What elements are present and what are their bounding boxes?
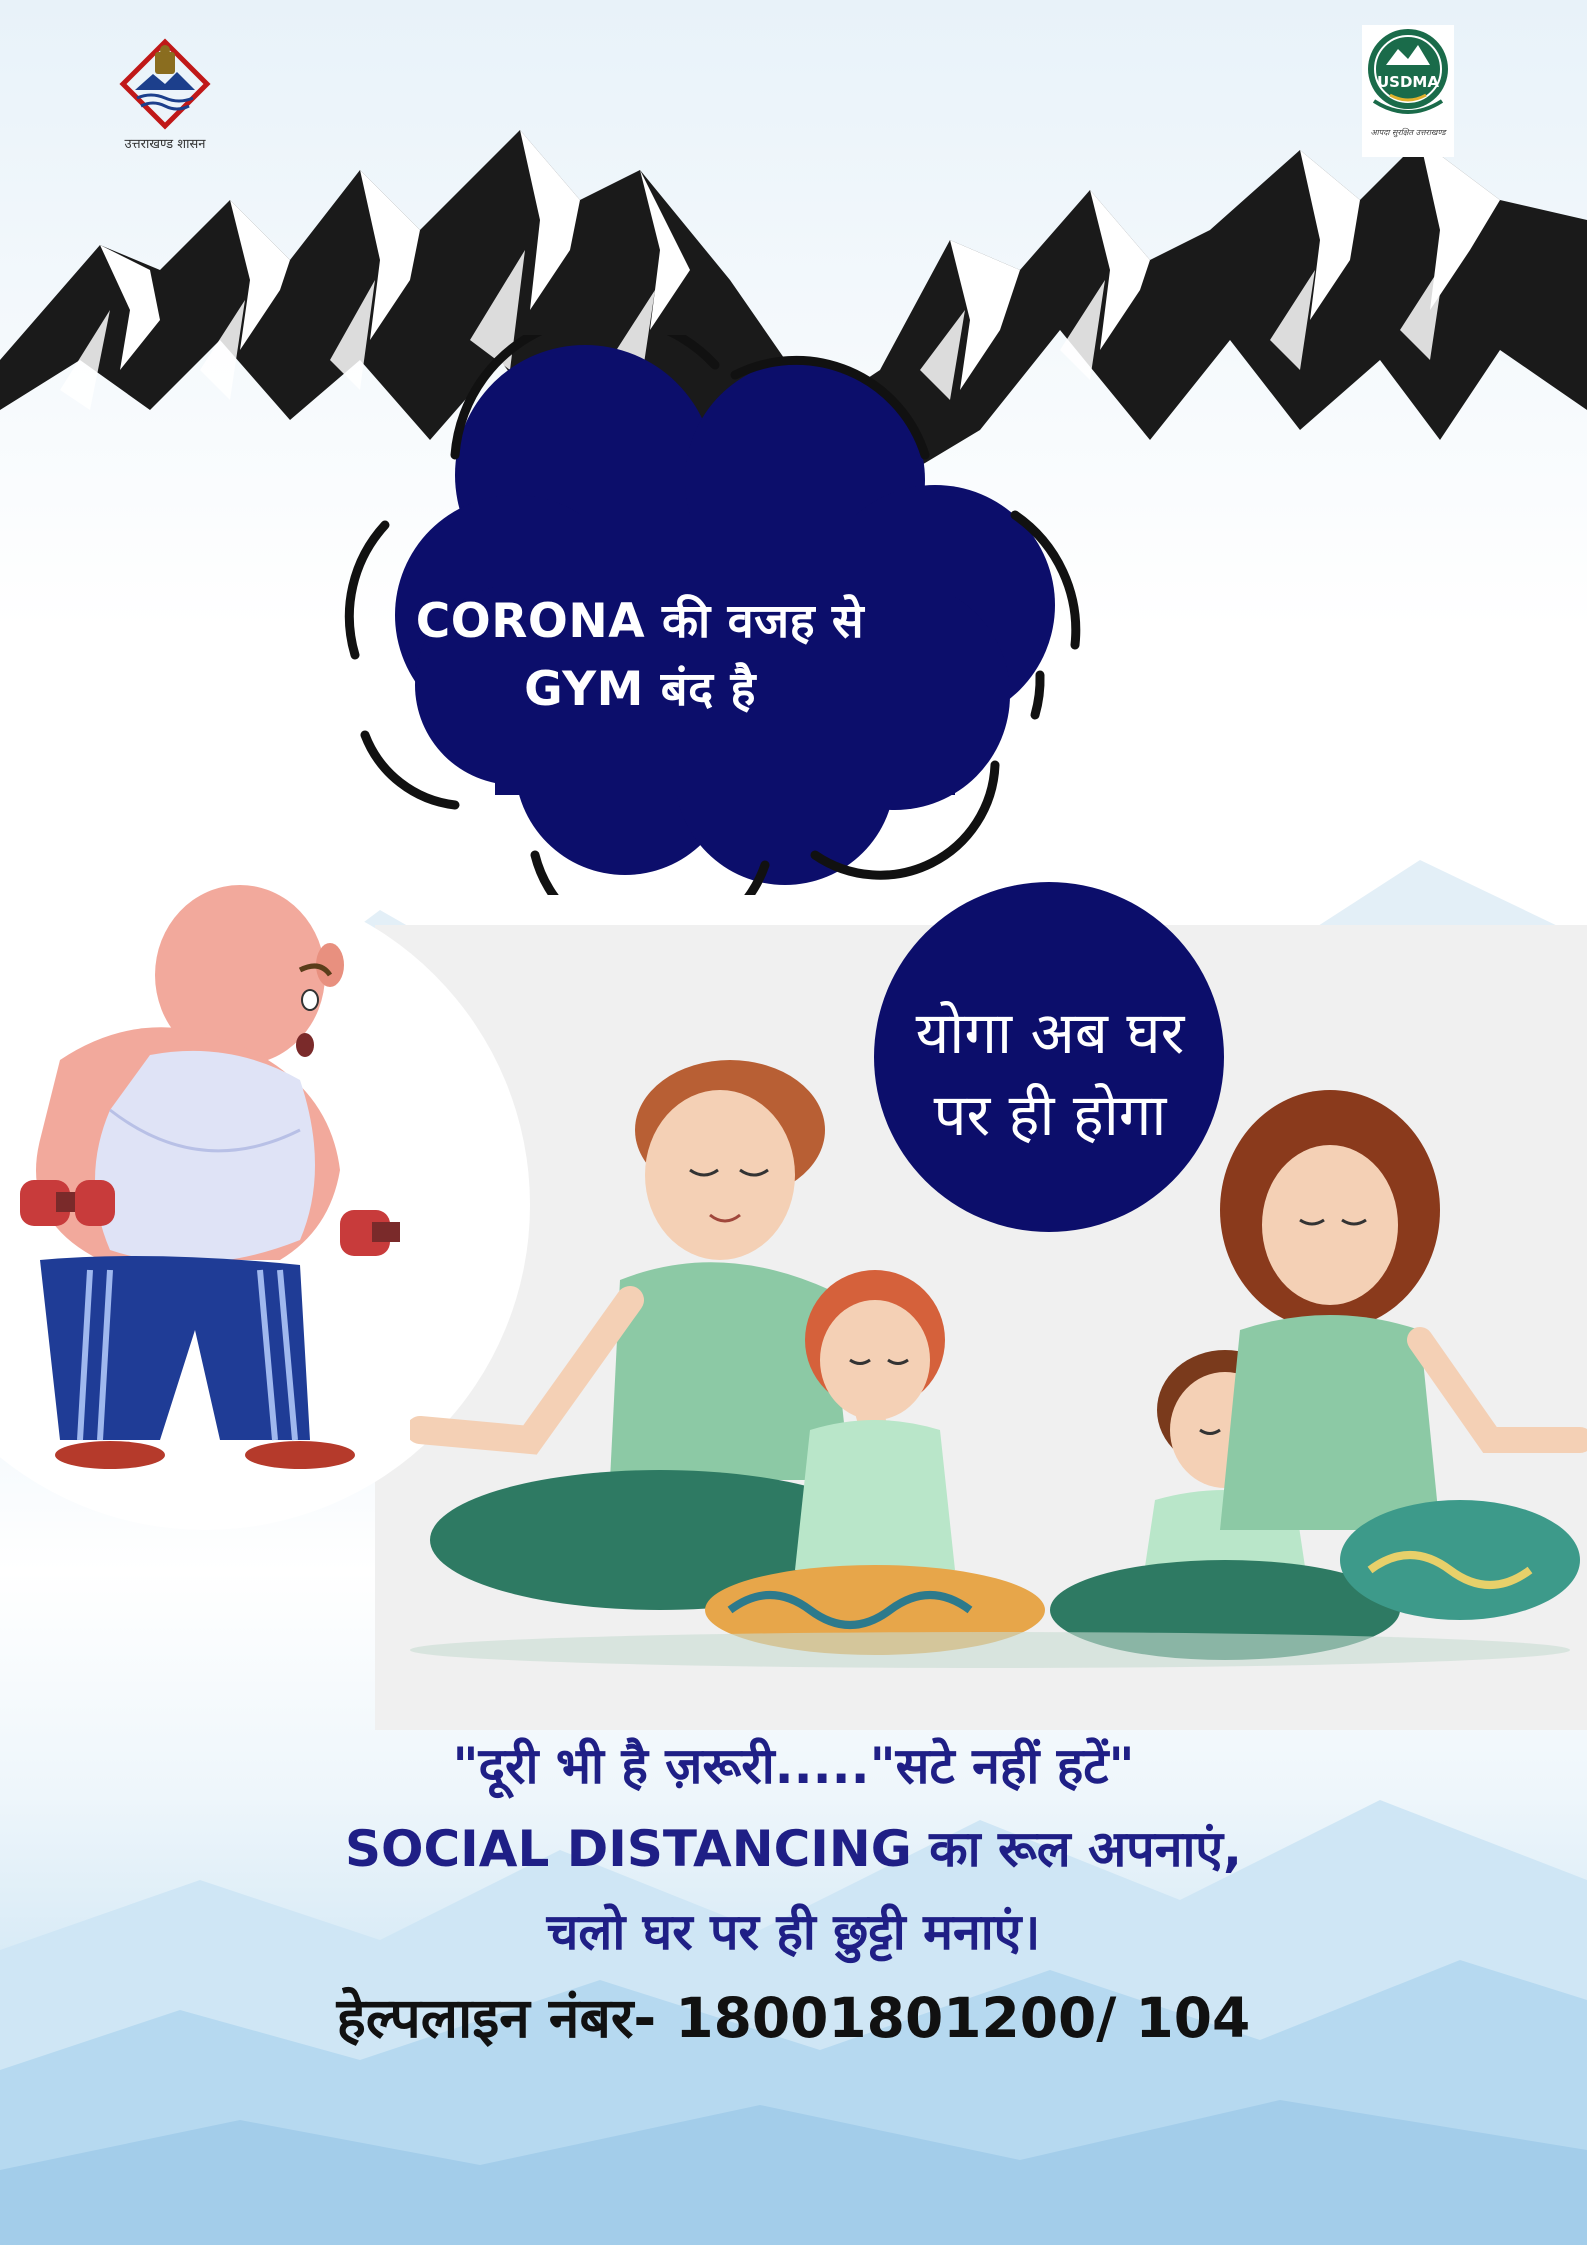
helpline-number: हेल्पलाइन नंबर- 18001801200/ 104: [336, 1986, 1251, 2050]
logo-caption: उत्तराखण्ड शासन: [124, 137, 206, 152]
gym-man-illustration: [0, 880, 400, 1500]
yoga-message-line2: पर ही होगा: [933, 1081, 1167, 1149]
slogan-line-1: "दूरी भी है ज़रूरी....."सटे नहीं हटें": [452, 1737, 1135, 1795]
cloud-message: [340, 588, 940, 724]
usdma-logo-icon: [1364, 25, 1452, 121]
uttarakhand-government-logo: [110, 38, 220, 158]
slogan-line-3: चलो घर पर ही छुट्टी मनाएं।: [546, 1903, 1041, 1961]
yoga-message-line1: योगा अब घर: [915, 999, 1185, 1067]
footer-slogan: [0, 1725, 1587, 2062]
usdma-logo: [1362, 25, 1454, 157]
family-yoga-illustration: [410, 1010, 1587, 1670]
cloud-message-line2: GYM बंद है: [524, 662, 756, 717]
cloud-message-line1: CORONA की वजह से: [415, 594, 865, 649]
uttarakhand-government-emblem-icon: [115, 38, 215, 130]
logo-tagline: आपदा सुरक्षित उत्तराखण्ड: [1370, 128, 1446, 137]
usdma-label: USDMA: [1377, 73, 1439, 91]
slogan-line-2: SOCIAL DISTANCING का रूल अपनाएं,: [344, 1820, 1243, 1878]
